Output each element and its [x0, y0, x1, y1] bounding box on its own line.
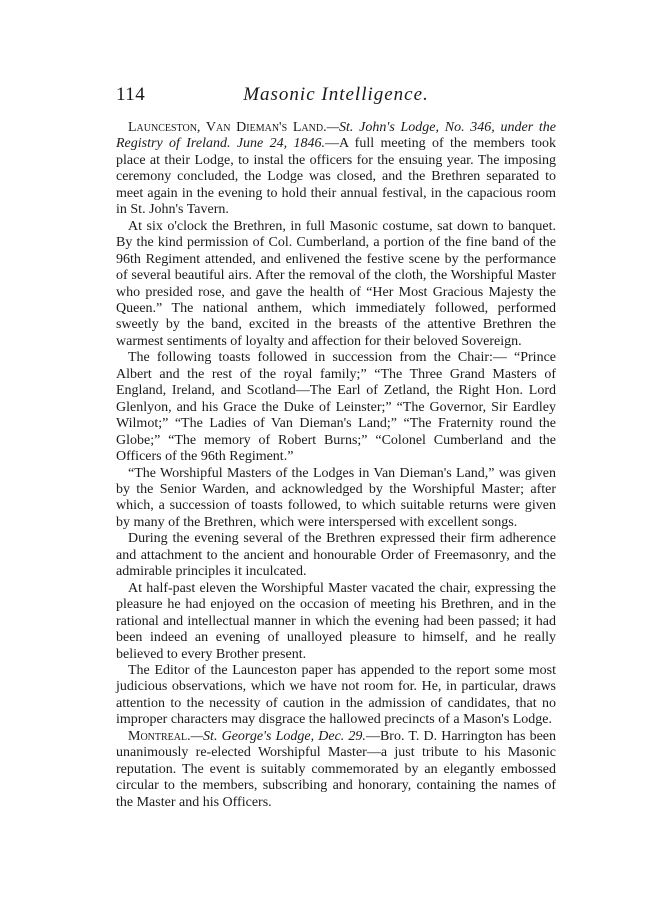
closing-paragraph: At half-past eleven the Worshipful Master vacated the chair, expressing the pleasure he had enjoyed on the occasion of meeting his Brethren, and in the rational and intellectual manner in which the evening had been passed; it had been indeed an evening of unalloyed pleasure to himself, and he really believed to every Brother present. [116, 580, 556, 662]
editor-paragraph: The Editor of the Launceston paper has appended to the report some most judicious observations, which we have not room for. He, in particular, draws attention to the necessity of caution in the admission of candidates, that no improper characters may disgrace the hallowed precincts of a Mason's Lodge. [116, 662, 556, 728]
montreal-lodge-heading: —St. George's Lodge, Dec. 29. [190, 728, 366, 744]
running-head: Masonic Intelligence. [243, 84, 429, 105]
banquet-paragraph: At six o'clock the Brethren, in full Masonic costume, sat down to banquet. By the kind permission of Col. Cumberland, a portion of the fine band of the 96th Regiment attended, and enlivened the festive scene by the performance of several beautiful airs. After the removal of the cloth, the Worshipful Master who presided rose, and gave the health of “Her Most Gracious Majesty the Queen.” The national anthem, which immediately followed, performed sweetly by the band, excited in the breasts of the attentive Brethren the warmest sentiments of loyalty and affection for their beloved Sovereign. [116, 218, 556, 349]
toasts-paragraph: The following toasts followed in succession from the Chair:— “Prince Albert and the rest of the royal family;” “The Three Grand Masters of England, Ireland, and Scotland—The Earl of Zetland, the Right Hon. Lord Glenlyon, and his Grace the Duke of Leinster;” “The Governor, Sir Eardley Wilmot;” “The Ladies of Van Dieman's Land;” “The Fraternity round the Globe;” “The memory of Robert Burns;” “Colonel Cumberland and the Officers of the 96th Regiment.” [116, 350, 556, 465]
page-number: 114 [116, 84, 146, 105]
launceston-lodge-heading: —St. John's Lodge, No. 346, under the Registry of Ireland. June 24, 1846. [116, 120, 556, 152]
worshipful-masters-paragraph: “The Worshipful Masters of the Lodges in Van Dieman's Land,” was given by the Senior Warden, and acknowledged by the Worshipful Master; after which, a succession of toasts followed, to which suitable returns were given by many of the Brethren, which were interspersed with excellent songs. [116, 465, 556, 530]
montreal-place-heading: Montreal. [128, 728, 191, 744]
montreal-paragraph [116, 729, 556, 811]
launceston-place-heading: Launceston, Van Dieman's Land. [128, 120, 327, 135]
evening-paragraph: During the evening several of the Brethren expressed their firm adherence and attachment to the ancient and honourable Order of Freemasonry, and the admirable principles it inculcated. [116, 531, 556, 580]
montreal-text: —Bro. T. D. Harrington has been unanimously re-elected Worshipful Master—a just tribute to his Masonic reputation. The event is suitably commemorated by an elegantly embossed circular to the members, subscribing and honorary, containing the names of the Master and his Officers. [116, 728, 556, 810]
body-text [116, 120, 556, 811]
page-header [116, 84, 556, 110]
launceston-opening-text: —A full meeting of the members took place at their Lodge, to instal the officers for the ensuing year. The imposing ceremony concluded, the Lodge was closed, and the Brethren separated to meet again in the evening to hold their annual festival, in the capacious room in St. John's Tavern. [116, 136, 556, 218]
launceston-opening-paragraph [116, 120, 556, 219]
